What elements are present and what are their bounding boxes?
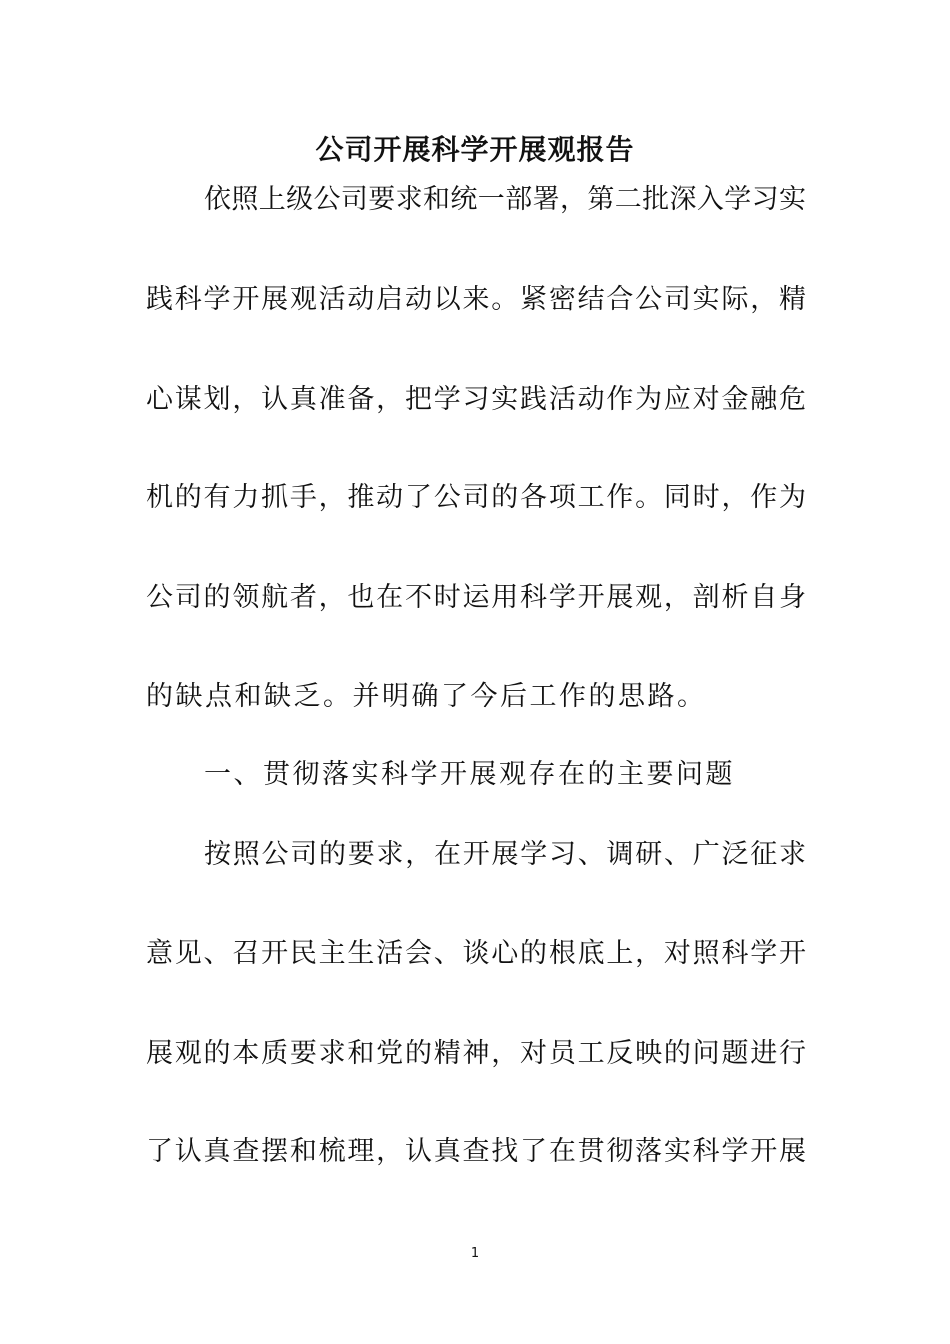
page-number: 1 [470,1246,480,1261]
paragraph-line: 按照公司的要求，在开展学习、调研、广泛征求 [204,839,806,870]
paragraph-line: 展观的本质要求和党的精神，对员工反映的问题进行 [146,1038,806,1069]
paragraph-line: 践科学开展观活动启动以来。紧密结合公司实际，精 [146,284,806,315]
document-title: 公司开展科学开展观报告 [315,133,635,166]
paragraph-line: 心谋划，认真准备，把学习实践活动作为应对金融危 [146,384,806,415]
paragraph-line: 意见、召开民主生活会、谈心的根底上，对照科学开 [146,938,806,969]
paragraph-line: 了认真查摆和梳理，认真查找了在贯彻落实科学开展 [146,1136,806,1167]
paragraph-line: 公司的领航者，也在不时运用科学开展观，剖析自身 [146,582,806,613]
paragraph-line: 的缺点和缺乏。并明确了今后工作的思路。 [146,681,707,712]
paragraph-line: 依照上级公司要求和统一部署，第二批深入学习实 [204,184,806,215]
paragraph-line: 机的有力抓手，推动了公司的各项工作。同时，作为 [146,482,806,513]
section-heading: 一、贯彻落实科学开展观存在的主要问题 [204,759,735,790]
